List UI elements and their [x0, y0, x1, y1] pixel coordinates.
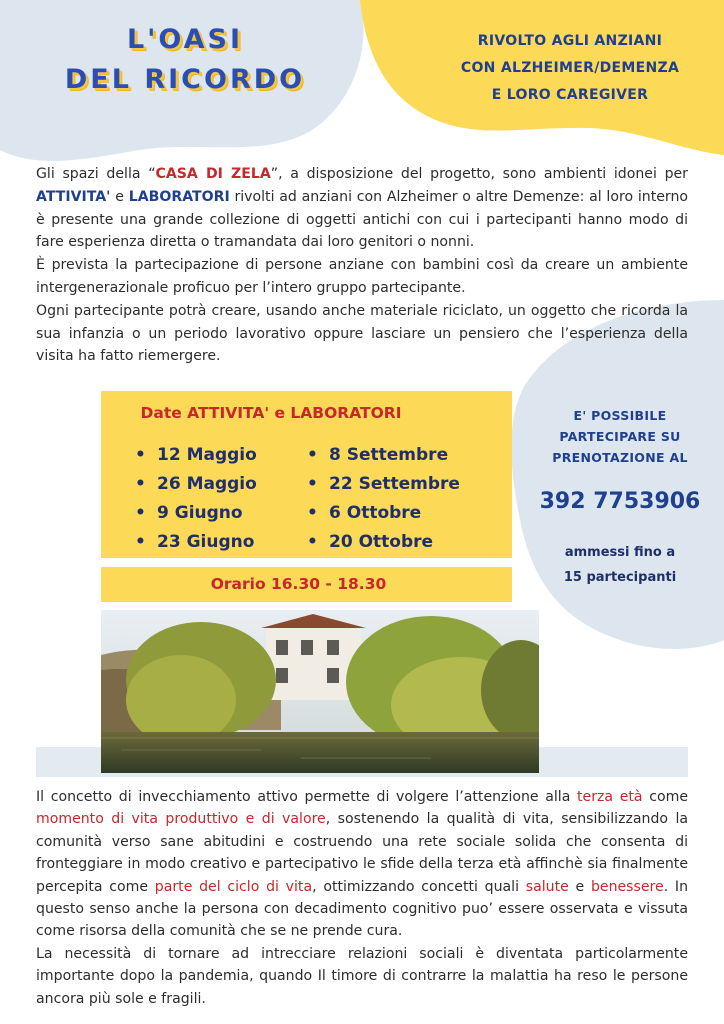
limit-line-1: ammessi fino a — [564, 545, 676, 560]
house-by-lake-photo — [101, 610, 539, 773]
attivita-label: ATTIVITA' — [36, 188, 111, 205]
date-label: 9 Giugno — [157, 503, 243, 523]
booking-line-2: PARTECIPARE SU — [559, 429, 681, 444]
title-line-1: L'OASI — [126, 24, 244, 55]
date-label: 20 Ottobre — [329, 532, 434, 552]
date-label: 6 Ottobre — [329, 503, 422, 523]
terza-eta-highlight: terza età — [577, 789, 643, 805]
date-item — [135, 441, 257, 470]
bullet-icon: • — [135, 474, 146, 494]
concept-text-c: come — [642, 789, 689, 805]
ciclo-di-vita-highlight: parte del ciclo di vita — [154, 878, 313, 895]
hours-box — [101, 567, 512, 602]
booking-line-3: PRENOTAZIONE AL — [552, 450, 688, 465]
concept-text-g: , ottimizzando concetti quali — [312, 878, 526, 895]
page-subtitle — [420, 28, 720, 109]
bullet-icon: • — [307, 503, 318, 523]
concept-text-k: . In questo senso anche la persona con decadimento cognitivo puo’ essere osservata e vissuta come risorsa della comunità che se ne prende cura. — [36, 878, 688, 940]
date-item — [135, 499, 257, 528]
page-title — [40, 20, 330, 100]
booking-line-1: E' POSSIBILE — [573, 408, 667, 423]
bullet-icon: • — [135, 532, 146, 552]
bullet-icon: • — [135, 445, 146, 465]
intro-text-g: rivolti ad anziani con Alzheimer o altre Demenze: al loro interno è presente una grande collezione di oggetti antichi con cui i partecipanti hanno modo di fare esperienza diretta o tramandata dai loro genitori o nonni. — [36, 188, 688, 251]
date-item — [307, 470, 460, 499]
date-item — [307, 528, 460, 557]
intro-text-c: ”, a disposizione del progetto, sono ambienti idonei per — [270, 166, 688, 182]
participant-limit — [520, 540, 720, 590]
intro-paragraph-2: È prevista la partecipazione di persone anziane con bambini così da creare un ambiente intergenerazionale proficuo per l’intero gruppo partecipante. — [36, 257, 688, 296]
casa-di-zela: CASA DI ZELA — [155, 166, 271, 182]
benessere-highlight: benessere — [590, 878, 664, 895]
dates-left-list — [135, 441, 257, 557]
intro-paragraph-3: Ogni partecipante potrà creare, usando anche materiale riciclato, un oggetto che ricorda la sua infanzia o un periodo lavorativo oppure lasciare un pensiero che l’esperienza della visita ha fatto riemergere. — [36, 302, 688, 365]
date-label: 23 Giugno — [157, 532, 255, 552]
intro-text-e: e — [110, 188, 129, 205]
intro-paragraph-1 — [36, 163, 688, 254]
concept-text-e: , sostenendo la qualità di vita, sensibilizzando la comunità verso sane abitudini e costruendo una rete sociale solida che consenta di fronteggiare in modo creativo e partecipativo le sfide della terza età affinchè sia finalmente percepita come — [36, 811, 688, 895]
bullet-icon: • — [307, 474, 318, 494]
salute-highlight: salute — [525, 878, 569, 895]
date-label: 12 Maggio — [157, 445, 257, 465]
laboratori-label: LABORATORI — [128, 188, 230, 205]
booking-info — [520, 405, 720, 468]
intro-text-a: Gli spazi della “ — [36, 166, 156, 182]
subtitle-line-2: CON ALZHEIMER/DEMENZA — [460, 60, 680, 76]
phone-number[interactable]: 392 7753906 — [539, 489, 701, 514]
date-item — [307, 499, 460, 528]
dates-right-list — [307, 441, 460, 557]
concept-text-i: e — [568, 878, 591, 895]
momento-di-vita-highlight: momento di vita produttivo e di valore — [36, 811, 326, 828]
hours-text: Orario 16.30 - 18.30 — [210, 575, 387, 593]
subtitle-line-3: E LORO CAREGIVER — [491, 87, 649, 103]
date-label: 8 Settembre — [329, 445, 449, 465]
title-line-2: DEL RICORDO — [64, 64, 306, 95]
limit-line-2: 15 partecipanti — [563, 570, 677, 585]
date-item — [135, 528, 257, 557]
bullet-icon: • — [307, 445, 318, 465]
concept-text-a: Il concetto di invecchiamento attivo permette di volgere l’attenzione alla — [36, 789, 578, 805]
date-label: 22 Settembre — [329, 474, 460, 494]
subtitle-line-1: RIVOLTO AGLI ANZIANI — [477, 33, 663, 49]
dates-box — [101, 391, 512, 558]
bullet-icon: • — [307, 532, 318, 552]
bullet-icon: • — [135, 503, 146, 523]
concept-text — [36, 786, 688, 1010]
concept-paragraph-2: La necessità di tornare ad intrecciare relazioni sociali è diventata particolarmente importante dopo la pandemia, quando Il timore di contrarre la malattia ha reso le persone ancora più sole e fragili. — [36, 945, 688, 1007]
date-item — [135, 470, 257, 499]
concept-paragraph-1 — [36, 786, 688, 943]
date-label: 26 Maggio — [157, 474, 257, 494]
intro-text — [36, 163, 688, 368]
date-item — [307, 441, 460, 470]
dates-title: Date ATTIVITA' e LABORATORI — [140, 404, 402, 422]
